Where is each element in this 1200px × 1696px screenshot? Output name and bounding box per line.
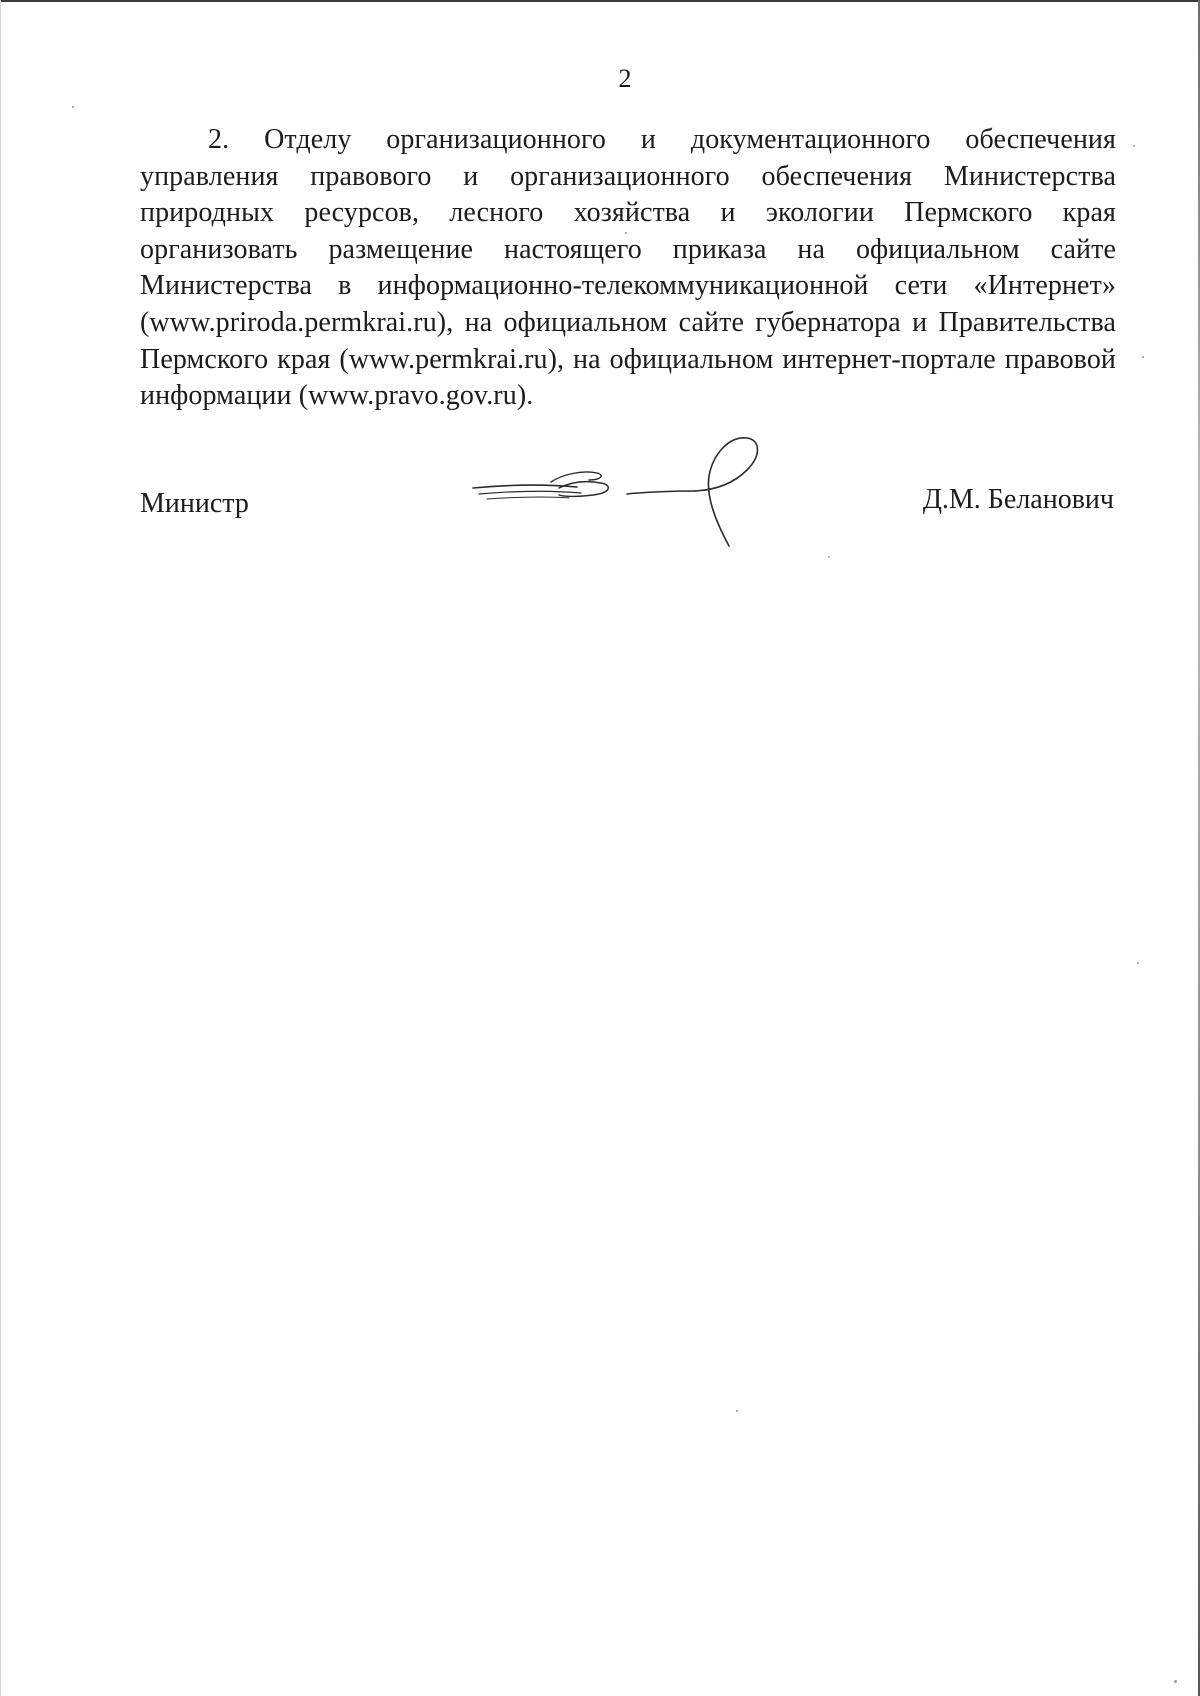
- scan-speck: [1174, 1680, 1177, 1683]
- order-paragraph: 2. Отделу организационного и документационного обеспечения управления правового и организационного обеспечения Министерства природных ресурсов, лесного хозяйства и экологии Пермского края организовать размещение настоящего приказа на официальном сайте Министерства в информационно-телекоммуникационной сети «Интернет» (www.priroda.permkrai.ru), на официальном сайте губернатора и Правительства Пермского края (www.permkrai.ru), на официальном интернет-портале правовой информации (www.pravo.gov.ru).: [140, 124, 1116, 412]
- scan-speck: [72, 106, 74, 108]
- scan-speck: [828, 556, 830, 558]
- scan-border-top: [0, 0, 1200, 2]
- scan-speck: [625, 232, 627, 234]
- handwritten-signature: [465, 424, 765, 554]
- scan-speck: [736, 1410, 738, 1412]
- scan-speck: [1133, 145, 1135, 147]
- page-number: 2: [618, 64, 632, 93]
- signer-title: Министр: [140, 488, 249, 519]
- signer-name: Д.М. Беланович: [922, 484, 1114, 515]
- scan-speck: [1137, 962, 1139, 964]
- scan-speck: [1142, 356, 1144, 358]
- signature-block: [140, 430, 1116, 560]
- scan-border-left: [0, 0, 1, 1696]
